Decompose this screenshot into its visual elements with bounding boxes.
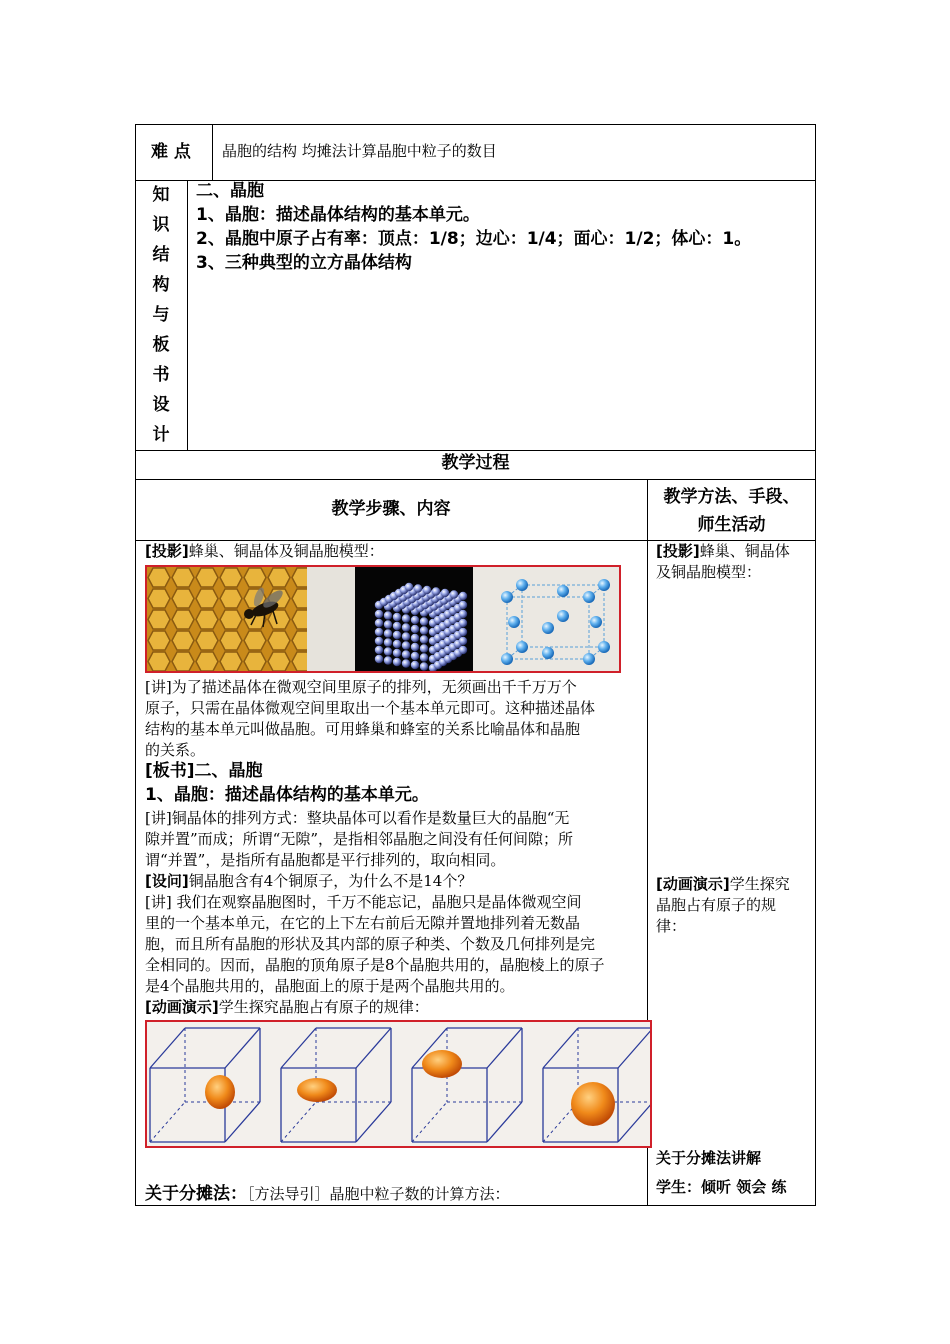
- knowledge-label-char: 板: [152, 335, 170, 355]
- copper-unit-cell-image: [473, 567, 619, 671]
- atom-sharing-svg: [147, 1022, 650, 1146]
- text-line: [讲]为了描述晶体在微观空间里原子的排列，无须画出千千万万个: [145, 678, 577, 696]
- knowledge-label-char: 计: [152, 425, 170, 445]
- text-line: 结构的基本单元叫做晶胞。可用蜂巢和蜂室的关系比喻晶体和晶胞: [145, 720, 581, 738]
- knowledge-line: 3、三种典型的立方晶体结构: [196, 253, 412, 273]
- method-projection-text-1: 蜂巢、铜晶体: [699, 542, 790, 560]
- projection-tag: [投影]: [145, 542, 189, 560]
- method-animation-text-1: 学生探究: [729, 875, 790, 893]
- text-line: 全相同的。因而，晶胞的顶角原子是8个晶胞共用的，晶胞棱上的原子: [145, 956, 605, 974]
- copper-crystal-image: [355, 567, 473, 671]
- difficulty-col-divider: [212, 124, 213, 180]
- apportion-bold: 关于分摊法：: [145, 1184, 247, 1204]
- method-animation-text-2: 晶胞占有原子的规: [656, 896, 777, 914]
- board-line-1: [板书]二、晶胞: [145, 761, 263, 781]
- row-divider-3: [135, 479, 816, 480]
- knowledge-label-char: 知: [152, 185, 170, 205]
- knowledge-col-divider: [187, 180, 188, 450]
- methods-header-line1: 教学方法、手段、: [663, 487, 800, 507]
- question-line: [145, 871, 472, 892]
- method-student-activity: 学生：倾听 领会 练: [656, 1178, 787, 1196]
- question-text: 铜晶胞含有4个铜原子，为什么不是14个？: [188, 872, 473, 890]
- difficulty-content: 晶胞的结构 均摊法计算晶胞中粒子的数目: [222, 142, 497, 160]
- knowledge-label-char: 书: [152, 365, 170, 385]
- projection-text: 蜂巢、铜晶体及铜晶胞模型：: [188, 542, 384, 560]
- knowledge-label-char: 结: [152, 245, 170, 265]
- apportion-line: [145, 1182, 510, 1206]
- crystal-images-svg: [147, 567, 619, 671]
- knowledge-label-char: 识: [152, 215, 170, 235]
- process-title: 教学过程: [441, 453, 510, 473]
- knowledge-label-char: 设: [152, 395, 170, 415]
- text-line: 谓“并置”，是指所有晶胞都是平行排列的，取向相同。: [145, 851, 506, 869]
- table-right-border: [815, 124, 816, 1206]
- animation-line: [145, 997, 429, 1018]
- question-tag: [设问]: [145, 872, 189, 890]
- knowledge-label: [146, 180, 176, 450]
- method-projection: [656, 541, 814, 583]
- knowledge-label-char: 构: [152, 275, 170, 295]
- atom-sharing-figure: [145, 1020, 652, 1148]
- board-line-2: 1、晶胞：描述晶体结构的基本单元。: [145, 785, 429, 805]
- animation-text: 学生探究晶胞占有原子的规律：: [218, 998, 429, 1016]
- method-animation: [656, 874, 814, 937]
- projection-line: [145, 541, 384, 562]
- honeycomb-image: [147, 567, 307, 671]
- text-line: 是4个晶胞共用的，晶胞面上的原于是两个晶胞共用的。: [145, 977, 515, 995]
- text-line: [讲] 我们在观察晶胞图时，千万不能忘记，晶胞只是晶体微观空间: [145, 893, 582, 911]
- method-projection-tag: [投影]: [656, 542, 700, 560]
- table-top-border: [135, 124, 816, 125]
- animation-tag: [动画演示]: [145, 998, 219, 1016]
- knowledge-line: 二、晶胞: [196, 181, 264, 201]
- text-line: 原子，只需在晶体微观空间里取出一个基本单元即可。这种描述晶体: [145, 699, 596, 717]
- knowledge-line: 1、晶胞：描述晶体结构的基本单元。: [196, 205, 480, 225]
- steps-header: 教学步骤、内容: [331, 499, 451, 519]
- methods-header-line2: 师生活动: [697, 515, 766, 535]
- difficulty-label: 难 点: [151, 142, 191, 162]
- text-line: 里的一个基本单元，在它的上下左右前后无隙并置地排列着无数晶: [145, 914, 581, 932]
- table-left-border: [135, 124, 136, 1206]
- knowledge-line: 2、晶胞中原子占有率：顶点：1/8；边心：1/4；面心：1/2；体心：1。: [196, 229, 752, 249]
- crystal-images-figure: [145, 565, 621, 673]
- text-line: 胞，而且所有晶胞的形状及其内部的原子种类、个数及几何排列是完: [145, 935, 596, 953]
- text-line: 隙并置”而成；所谓“无隙”，是指相邻晶胞之间没有任何间隙；所: [145, 830, 574, 848]
- method-animation-tag: [动画演示]: [656, 875, 730, 893]
- lecture-paragraph-2: [145, 808, 645, 871]
- method-projection-text-2: 及铜晶胞模型：: [656, 563, 762, 581]
- method-animation-text-3: 律：: [656, 917, 687, 935]
- text-line: [讲]铜晶体的排列方式：整块晶体可以看作是数量巨大的晶胞“无: [145, 809, 570, 827]
- knowledge-content: [196, 179, 811, 275]
- text-line: 的关系。: [145, 741, 206, 759]
- knowledge-label-char: 与: [152, 305, 170, 325]
- method-apportion-lecture: 关于分摊法讲解: [656, 1149, 762, 1167]
- lecture-paragraph-1: [145, 677, 645, 761]
- lecture-paragraph-3: [145, 892, 645, 997]
- apportion-text: ［方法导引］晶胞中粒子数的计算方法：: [247, 1185, 510, 1203]
